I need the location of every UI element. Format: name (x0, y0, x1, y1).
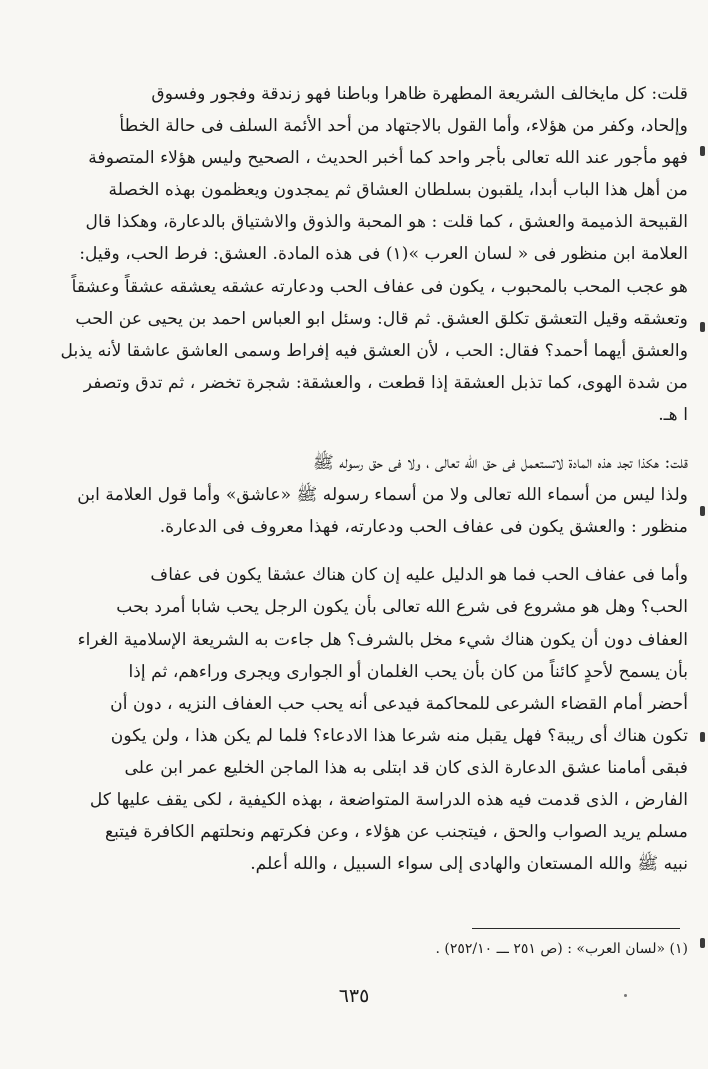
scan-edge-mark (700, 732, 705, 742)
paragraph-gap (60, 543, 688, 559)
text-line: ا هـ. (658, 404, 688, 425)
text-line: أحضر أمام القضاء الشرعى للمحاكمة فيدعى أنه يحب حب العفاف النزيه ، دون أن (110, 693, 688, 714)
text-line: الفارض ، الذى قدمت فيه هذه الدراسة المتواضعة ، بهذه الكيفية ، لكى يقف عليها كل (89, 789, 688, 810)
text-line: من أهل هذا الباب أبدا، يلقبون بسلطان العشاق ثم يمجدون ويعظمون بهذه الخصلة (108, 180, 688, 201)
text-line: فهو مأجور عند الله تعالى بأجر واحد كما أخبر الحديث ، الصحيح وليس هؤلاء المتصوفة (88, 148, 688, 169)
text-line: وتعشقه وقيل التعشق تكلق العشق. ثم قال: وسئل ابو العباس احمد بن يحيى عن الحب (75, 308, 688, 329)
scan-edge-mark (700, 146, 705, 156)
text-line: ولذا ليس من أسماء الله تعالى ولا من أسماء رسوله ﷺ «عاشق» وأما قول العلامة ابن (77, 485, 688, 506)
body-text (60, 78, 688, 880)
footnote-divider (472, 928, 680, 929)
text-line: تكون هناك أى ريبة؟ فهل يقبل منه شرعا هذا الادعاء؟ فلما لم يكن هذا ، ولن يكون (110, 725, 688, 746)
text-line: مسلم يريد الصواب والحق ، فيتجنب عن هؤلاء ، وعن فكرتهم ونحلتهم الكافرة فيتبع (104, 822, 688, 843)
text-line: والعشق أيهما أحمد؟ فقال: الحب ، لأن العشق فيه إفراط وسمى العاشق عاشقا لأنه يذبل (60, 340, 688, 361)
text-line: منظور : والعشق يكون فى عفاف الحب ودعارته، فهذا معروف فى الدعارة. (159, 517, 688, 538)
paragraph-2 (60, 447, 688, 543)
text-line: الحب؟ وهل هو مشروع فى شرع الله تعالى بأن يكون الرجل يحب شابا أمرد بحب (116, 597, 688, 618)
text-line: وأما فى عفاف الحب فما هو الدليل عليه إن كان هناك عشقا يكون فى عفاف (150, 565, 688, 586)
text-line: وإلحاد، وكفر من هؤلاء، وأما القول بالاجتهاد من أحد الأئمة السلف فى حالة الخطأ (119, 116, 688, 137)
scan-edge-mark (700, 322, 705, 332)
text-line: هو عجب المحب بالمحبوب ، يكون فى عفاف الحب ودعارته عشقه يعشقه عشقاً وعشقاً (71, 276, 688, 297)
scan-edge-mark (700, 506, 705, 516)
page-number: ٦٣٥ (338, 985, 370, 1007)
text-line: نبيه ﷺ والله المستعان والهادى إلى سواء السبيل ، والله أعلم. (250, 854, 688, 875)
scan-edge-mark (700, 938, 705, 948)
text-line: من شدة الهوى، كما تذبل العشقة إذا قطعت ، والعشقة: شجرة تخضر ، ثم تدق وتصفر (83, 372, 688, 393)
text-line: العفاف دون أن يكون هناك شيء مخل بالشرف؟ هل جاءت به الشريعة الإسلامية الغراء (77, 629, 688, 650)
text-line: قلت: هكذا تجد هذه المادة لاتستعمل فى حق الله تعالى ، ولا فى حق رسوله ﷺ (313, 453, 688, 474)
text-line: العلامة ابن منظور فى « لسان العرب »(١) فى هذه المادة. العشق: فرط الحب، وقيل: (79, 244, 688, 265)
paragraph-1 (60, 78, 688, 431)
scan-speck (624, 994, 627, 997)
paragraph-gap (60, 431, 688, 447)
text-line: فبقى أمامنا عشق الدعارة الذى كان قد ابتلى به هذا الماجن الخليع عمر ابن على (124, 757, 688, 778)
text-line: القبيحة الذميمة والعشق ، كما قلت : هو المحبة والذوق والاشتياق بالدعارة، وهكذا قال (85, 212, 688, 233)
text-line: قلت: كل مايخالف الشريعة المطهرة ظاهرا وباطنا فهو زندقة وفجور وفسوق (151, 84, 688, 104)
paragraph-3 (60, 559, 688, 880)
footnote: (١) «لسان العرب» : (ص ٢٥١ ـــ ٢٥٢/١٠) . (435, 941, 688, 957)
text-line: بأن يسمح لأحدٍ كائناً من كان بأن يحب الغلمان أو الجوارى ويجرى وراءهم، ثم إذا (128, 661, 688, 682)
